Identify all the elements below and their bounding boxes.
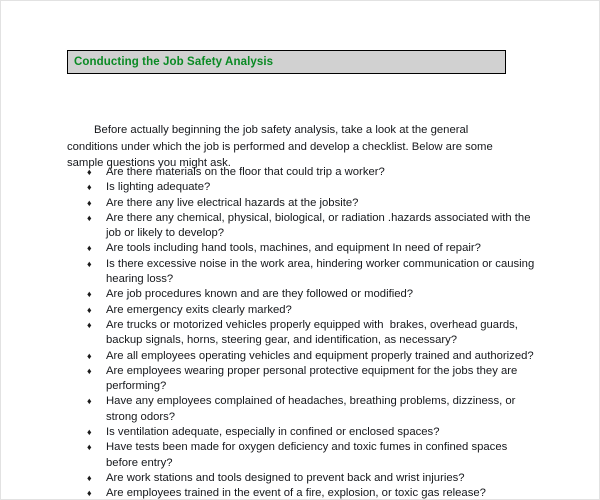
list-item-label: Are employees wearing proper personal protective equipment for the jobs they are performing? [106, 364, 521, 393]
diamond-bullet-icon: ♦ [87, 167, 92, 177]
list-item-label: Are all employees operating vehicles and equipment properly trained and authorized? [106, 349, 534, 362]
list-item-label: Are emergency exits clearly marked? [106, 303, 292, 316]
list-item [87, 196, 535, 211]
diamond-bullet-icon: ♦ [87, 472, 92, 483]
list-item [87, 394, 535, 425]
list-item-label: Are tools including hand tools, machines, and equipment In need of repair? [106, 242, 481, 255]
diamond-bullet-icon: ♦ [87, 289, 92, 300]
list-item [87, 349, 535, 364]
list-item-label: Have tests been made for oxygen deficiency and toxic fumes in confined spaces before entry? [106, 441, 511, 469]
list-item-label: Are there any live electrical hazards at the jobsite? [106, 196, 359, 209]
list-item-label: Are employees trained in the event of a fire, explosion, or toxic gas release? [106, 487, 486, 500]
list-item-label: Is lighting adequate? [106, 181, 211, 194]
list-item-label: Is ventilation adequate, especially in confined or enclosed spaces? [106, 426, 440, 439]
list-item [87, 303, 535, 318]
list-item [87, 486, 535, 500]
list-item [87, 287, 535, 302]
list-item [87, 471, 535, 486]
diamond-bullet-icon: ♦ [87, 442, 92, 453]
list-item-label: Are job procedures known and are they followed or modified? [106, 288, 414, 301]
diamond-bullet-icon: ♦ [87, 396, 92, 407]
list-item [87, 440, 535, 471]
diamond-bullet-icon: ♦ [87, 488, 92, 499]
list-item-label: Is there excessive noise in the work area, hindering worker communication or causing hearing loss? [106, 257, 538, 286]
list-item [87, 364, 535, 395]
list-item [87, 257, 538, 288]
list-item-label: Have any employees complained of headaches, breathing problems, dizziness, or strong odors? [106, 395, 519, 423]
list-item [87, 180, 535, 195]
list-item [87, 211, 535, 242]
diamond-bullet-icon: ♦ [87, 319, 92, 330]
intro-paragraph: Before actually beginning the job safety analysis, take a look at the general conditions under which the job is performed and develop a checklist. Below are some sample questions you might ask. [67, 124, 493, 170]
page-title: Conducting the Job Safety Analysis [74, 56, 274, 68]
diamond-bullet-icon: ♦ [87, 258, 92, 269]
diamond-bullet-icon: ♦ [87, 427, 92, 438]
safety-questions-list [87, 165, 538, 500]
list-item [87, 318, 535, 349]
diamond-bullet-icon: ♦ [87, 365, 92, 376]
section-heading-bar [67, 50, 506, 74]
diamond-bullet-icon: ♦ [87, 304, 92, 315]
list-item-label: Are there any chemical, physical, biological, or radiation .hazards associated with the job or likely to develop? [106, 211, 534, 240]
diamond-bullet-icon: ♦ [87, 243, 92, 254]
diamond-bullet-icon: ♦ [87, 182, 92, 193]
list-item-label: Are there materials on the floor that could trip a worker? [106, 166, 385, 178]
list-item [87, 425, 535, 440]
list-item [87, 241, 535, 256]
diamond-bullet-icon: ♦ [87, 197, 92, 208]
list-item-label: Are trucks or motorized vehicles properly equipped with brakes, overhead guards, backup signals, horns, steering gear, and identification, as necessary? [106, 318, 522, 347]
diamond-bullet-icon: ♦ [87, 212, 92, 223]
diamond-bullet-icon: ♦ [87, 350, 92, 361]
list-item [87, 165, 535, 180]
list-item-label: Are work stations and tools designed to prevent back and wrist injuries? [106, 471, 465, 484]
